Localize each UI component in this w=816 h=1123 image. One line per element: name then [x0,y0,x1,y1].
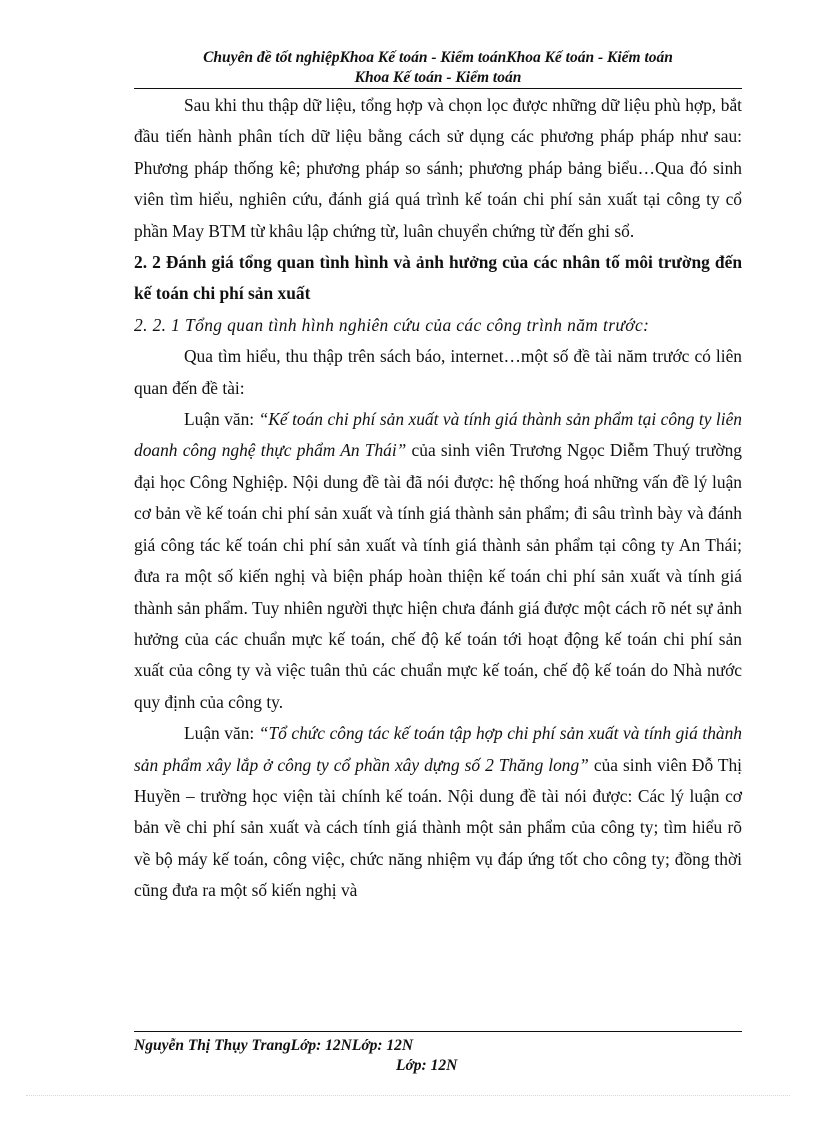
header-line-1: Chuyên đề tốt nghiệpKhoa Kế toán - Kiểm toánKhoa Kế toán - Kiểm toán [203,49,673,66]
footer-line-2: Lớp: 12N [396,1057,458,1074]
page-footer [134,1036,742,1076]
thesis-1-lead: Luận văn: [184,409,259,430]
thesis-2-title: “Tổ chức công tác kế toán tập hợp chi phí sản xuất và tính giá thành sản phẩm xây lắp ở công ty cổ phần xây dựng số 2 Thăng long” [134,723,742,775]
document-body [134,90,742,907]
page-edge-divider [26,1095,790,1096]
footer-rule [134,1031,742,1032]
paragraph-overview: Qua tìm hiểu, thu thập trên sách báo, internet…một số đề tài năm trước có liên quan đến đề tài: [134,346,742,398]
header-rule [134,88,742,89]
paragraph-methods: Sau khi thu thập dữ liệu, tổng hợp và chọn lọc được những dữ liệu phù hợp, bắt đầu tiến hành phân tích dữ liệu bằng cách sử dụng các phương pháp pháp như sau: Phương pháp thống kê; phương pháp so sánh; phương pháp bảng biểu…Qua đó sinh viên tìm hiểu, nghiên cứu, đánh giá quá trình kế toán chi phí sản xuất tại công ty cổ phần May BTM từ khâu lập chứng từ, luân chuyển chứng từ đến ghi sổ. [134,95,742,241]
thesis-1-text: của sinh viên Trương Ngọc Diễm Thuý trường đại học Công Nghiệp. Nội dung đề tài đã nói được: hệ thống hoá những vấn đề lý luận cơ bản về kế toán chi phí sản xuất và tính giá thành sản phẩm; đi sâu trình bày và đánh giá công tác kế toán chi phí sản xuất và tính giá thành sản phẩm tại công ty An Thái; đưa ra một số kiến nghị và biện pháp hoàn thiện kế toán chi phí sản xuất và tính giá thành sản phẩm. Tuy nhiên người thực hiện chưa đánh giá được một cách rõ nét sự ảnh hưởng của các chuẩn mực kế toán, chế độ kế toán tới hoạt động kế toán chi phí sản xuất của công ty và việc tuân thủ các chuẩn mực kế toán, chế độ kế toán do Nhà nước quy định của công ty. [134,440,742,712]
subsection-heading: 2. 2. 1 Tổng quan tình hình nghiên cứu của các công trình năm trước: [134,314,650,335]
footer-line-1: Nguyễn Thị Thụy TrangLớp: 12NLớp: 12N [134,1037,414,1054]
paragraph-thesis-2 [134,718,742,906]
thesis-2-lead: Luận văn: [184,723,259,744]
thesis-2-text: của sinh viên Đỗ Thị Huyền – trường học viện tài chính kế toán. Nội dung đề tài nói được: Các lý luận cơ bản về chi phí sản xuất và cách tính giá thành một sản phẩm của công ty; tìm hiểu rõ về bộ máy kế toán, công việc, chức năng nhiệm vụ đáp ứng tốt cho công ty; đồng thời cũng đưa ra một số kiến nghị và [134,754,742,901]
thesis-1-title: “Kế toán chi phí sản xuất và tính giá thành sản phẩm tại công ty liên doanh công nghệ thực phẩm An Thái” [134,409,742,461]
section-heading: 2. 2 Đánh giá tổng quan tình hình và ảnh hưởng của các nhân tố môi trường đến kế toán chi phí sản xuất [134,252,742,304]
header-line-2: Khoa Kế toán - Kiểm toán [354,69,522,86]
paragraph-thesis-1 [134,404,742,718]
page-header [134,48,742,88]
